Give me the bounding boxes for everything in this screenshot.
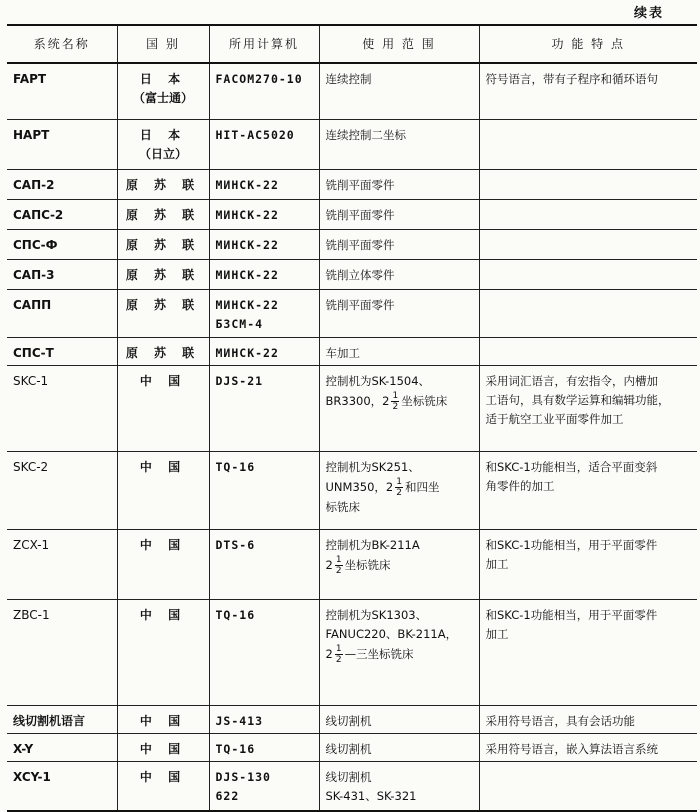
table-row	[7, 337, 697, 365]
cell-computer: TQ-16	[209, 733, 319, 761]
cell-computer: МИНСК-22	[209, 199, 319, 229]
header-system-name: 系统名称	[7, 25, 117, 63]
cell-scope: 线切割机 SK-431、SK-321	[319, 761, 479, 811]
header-row	[7, 25, 697, 63]
cell-country: 原 苏 联	[117, 229, 209, 259]
header-country: 国 别	[117, 25, 209, 63]
table-row	[7, 229, 697, 259]
cell-name: ZCX-1	[7, 529, 117, 599]
cell-name: СПС-Ф	[7, 229, 117, 259]
cell-computer: TQ-16	[209, 451, 319, 529]
cell-scope: 连续控制	[319, 63, 479, 119]
table-row	[7, 119, 697, 169]
cell-scope: 铣削平面零件	[319, 289, 479, 337]
table-row	[7, 761, 697, 811]
table-row	[7, 199, 697, 229]
cell-name: SKC-2	[7, 451, 117, 529]
cell-scope: 连续控制二坐标	[319, 119, 479, 169]
cell-country: 中 国	[117, 761, 209, 811]
cell-country: 原 苏 联	[117, 289, 209, 337]
table-row	[7, 733, 697, 761]
cell-scope: 铣削平面零件	[319, 199, 479, 229]
cell-country: 中 国	[117, 705, 209, 733]
cell-name: XCY-1	[7, 761, 117, 811]
table-row	[7, 599, 697, 705]
table-row	[7, 529, 697, 599]
cell-country: 原 苏 联	[117, 337, 209, 365]
fraction-half: $\frac{1}{2}$	[396, 476, 402, 498]
cell-scope: 铣削平面零件	[319, 169, 479, 199]
fraction-half: $\frac{1}{2}$	[335, 643, 342, 665]
cell-computer: МИНСК-22	[209, 259, 319, 289]
cell-computer: TQ-16	[209, 599, 319, 705]
cell-scope: 线切割机	[319, 705, 479, 733]
header-scope: 使 用 范 围	[319, 25, 479, 63]
cell-country: 原 苏 联	[117, 169, 209, 199]
cell-computer: JS-413	[209, 705, 319, 733]
cell-country: 中 国	[117, 365, 209, 451]
cell-computer: МИНСК-22	[209, 169, 319, 199]
cell-scope: 控制机为SK1303、 FANUC220、BK-211A， 2 $\frac{1}{2}$ —三坐标铣床	[319, 599, 479, 705]
cell-features: 采用词汇语言，有宏指令，内槽加 工语句，具有数学运算和编辑功能， 适于航空工业平面零件加工	[479, 365, 697, 451]
cell-name: САПП	[7, 289, 117, 337]
cell-name: X-Y	[7, 733, 117, 761]
cell-name: HAPT	[7, 119, 117, 169]
cell-country: 中 国	[117, 451, 209, 529]
cell-scope: 控制机为BK-211A 2 $\frac{1}{2}$ 坐标铣床	[319, 529, 479, 599]
header-computer: 所用计算机	[209, 25, 319, 63]
cell-features	[479, 761, 697, 811]
cell-name: САПС-2	[7, 199, 117, 229]
cell-scope: 线切割机	[319, 733, 479, 761]
cell-country: 原 苏 联	[117, 199, 209, 229]
fraction-half: $\frac{1}{2}$	[392, 390, 399, 412]
cell-computer: МИНСК-22	[209, 229, 319, 259]
cell-country: 中 国	[117, 733, 209, 761]
cell-features	[479, 289, 697, 337]
cell-features: 采用符号语言，嵌入算法语言系统	[479, 733, 697, 761]
cell-name: СПС-Т	[7, 337, 117, 365]
cell-features: 和SKC-1功能相当，用于平面零件 加工	[479, 599, 697, 705]
cell-country: 中 国	[117, 529, 209, 599]
cell-scope: 车加工	[319, 337, 479, 365]
cell-name: SKC-1	[7, 365, 117, 451]
cell-name: 线切割机语言	[7, 705, 117, 733]
cell-computer: HIT-AC5020	[209, 119, 319, 169]
table-row	[7, 63, 697, 119]
table-row	[7, 169, 697, 199]
table-row	[7, 259, 697, 289]
cell-features	[479, 169, 697, 199]
fraction-half: $\frac{1}{2}$	[335, 554, 342, 576]
cell-features	[479, 119, 697, 169]
table-row	[7, 289, 697, 337]
cell-features	[479, 337, 697, 365]
cell-name: САП-2	[7, 169, 117, 199]
cell-scope: 控制机为SK251、 UNM350，2 $\frac{1}{2}$ 和四坐 标铣床	[319, 451, 479, 529]
table-row	[7, 365, 697, 451]
cell-features: 符号语言，带有子程序和循环语句	[479, 63, 697, 119]
table-row	[7, 451, 697, 529]
cell-features: 和SKC-1功能相当，适合平面变斜 角零件的加工	[479, 451, 697, 529]
cell-name: FAPT	[7, 63, 117, 119]
cell-country: 原 苏 联	[117, 259, 209, 289]
cell-features: 和SKC-1功能相当，用于平面零件 加工	[479, 529, 697, 599]
cell-computer: DJS-130 622	[209, 761, 319, 811]
cell-country: 日 本 （日立）	[117, 119, 209, 169]
continued-label: 续表	[633, 6, 664, 21]
cell-computer: DTS-6	[209, 529, 319, 599]
cell-features: 采用符号语言，具有会话功能	[479, 705, 697, 733]
cell-name: ZBC-1	[7, 599, 117, 705]
cell-computer: FACOM270-10	[209, 63, 319, 119]
cell-name: САП-3	[7, 259, 117, 289]
cell-scope: 铣削平面零件	[319, 229, 479, 259]
cell-computer: МИНСК-22 БЗСМ-4	[209, 289, 319, 337]
cell-features	[479, 259, 697, 289]
cell-scope: 控制机为SK-1504、 BR3300，2 $\frac{1}{2}$ 坐标铣床	[319, 365, 479, 451]
cell-features	[479, 199, 697, 229]
cell-country: 日 本 （富士通）	[117, 63, 209, 119]
cell-country: 中 国	[117, 599, 209, 705]
header-features: 功 能 特 点	[479, 25, 697, 63]
cell-scope: 铣削立体零件	[319, 259, 479, 289]
cell-features	[479, 229, 697, 259]
table-row	[7, 705, 697, 733]
systems-table	[7, 24, 697, 812]
cell-computer: DJS-21	[209, 365, 319, 451]
cell-computer: МИНСК-22	[209, 337, 319, 365]
